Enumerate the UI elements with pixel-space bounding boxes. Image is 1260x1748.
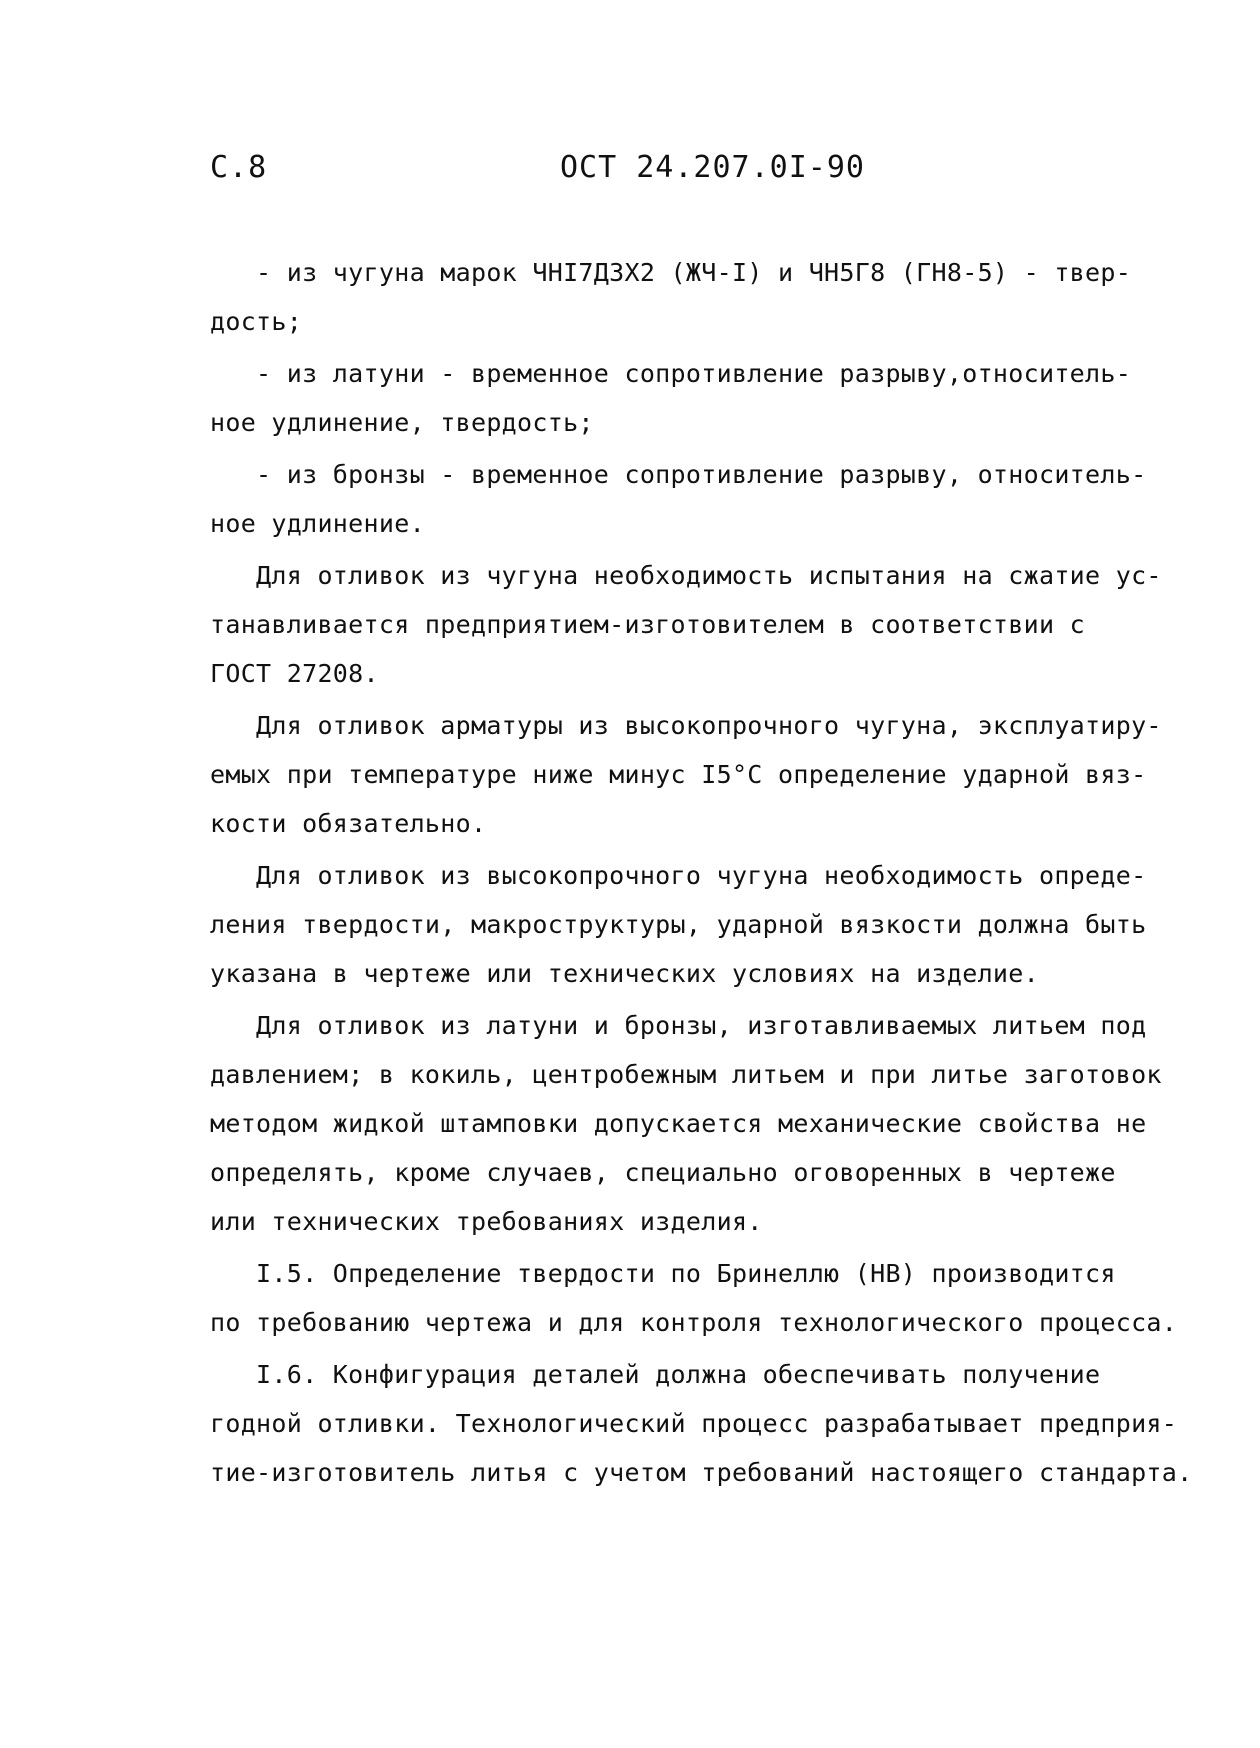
text-line: тие-изготовитель литья с учетом требований настоящего стандарта. bbox=[210, 1458, 1193, 1487]
text-line: определять, кроме случаев, специально оговоренных в чертеже bbox=[210, 1158, 1116, 1187]
text-line: ное удлинение. bbox=[210, 509, 425, 538]
text-line: ГОСТ 27208. bbox=[210, 659, 379, 688]
text-line: танавливается предприятием-изготовителем в соответствии с bbox=[210, 610, 1086, 639]
text-line: указана в чертеже или технических условиях на изделие. bbox=[210, 959, 1039, 988]
text-line: - из бронзы - временное сопротивление разрыву, относитель- bbox=[210, 460, 1147, 489]
text-line: - из чугуна марок ЧНI7Д3Х2 (ЖЧ-I) и ЧН5Г8 (ГН8-5) - твер- bbox=[210, 258, 1132, 287]
text-line: Для отливок из высокопрочного чугуна необходимость опреде- bbox=[210, 861, 1147, 890]
text-line: емых при температуре ниже минус I5°С определение ударной вяз- bbox=[210, 760, 1147, 789]
text-line: кости обязательно. bbox=[210, 809, 487, 838]
document-body bbox=[210, 248, 1200, 1497]
text-line: методом жидкой штамповки допускается механические свойства не bbox=[210, 1109, 1147, 1138]
document-code: ОСТ 24.207.0I-90 bbox=[560, 150, 865, 185]
page-number: С.8 bbox=[210, 150, 268, 185]
text-line: - из латуни - временное сопротивление разрыву,относитель- bbox=[210, 359, 1132, 388]
text-line: дость; bbox=[210, 307, 303, 336]
text-line: или технических требованиях изделия. bbox=[210, 1207, 763, 1236]
text-line: ное удлинение, твердость; bbox=[210, 408, 594, 437]
text-line: годной отливки. Технологический процесс разрабатывает предприя- bbox=[210, 1409, 1178, 1438]
text-line: ления твердости, макроструктуры, ударной вязкости должна быть bbox=[210, 910, 1147, 939]
text-line: Для отливок арматуры из высокопрочного чугуна, эксплуатиру- bbox=[210, 711, 1162, 740]
text-line: давлением; в кокиль, центробежным литьем и при литье заготовок bbox=[210, 1060, 1162, 1089]
text-line: I.6. Конфигурация деталей должна обеспечивать получение bbox=[210, 1360, 1101, 1389]
text-line: I.5. Определение твердости по Бринеллю (НВ) производится bbox=[210, 1259, 1116, 1288]
page-header bbox=[210, 150, 1110, 200]
text-line: Для отливок из латуни и бронзы, изготавливаемых литьем под bbox=[210, 1011, 1147, 1040]
text-line: по требованию чертежа и для контроля технологического процесса. bbox=[210, 1308, 1178, 1337]
text-line: Для отливок из чугуна необходимость испытания на сжатие ус- bbox=[210, 561, 1162, 590]
